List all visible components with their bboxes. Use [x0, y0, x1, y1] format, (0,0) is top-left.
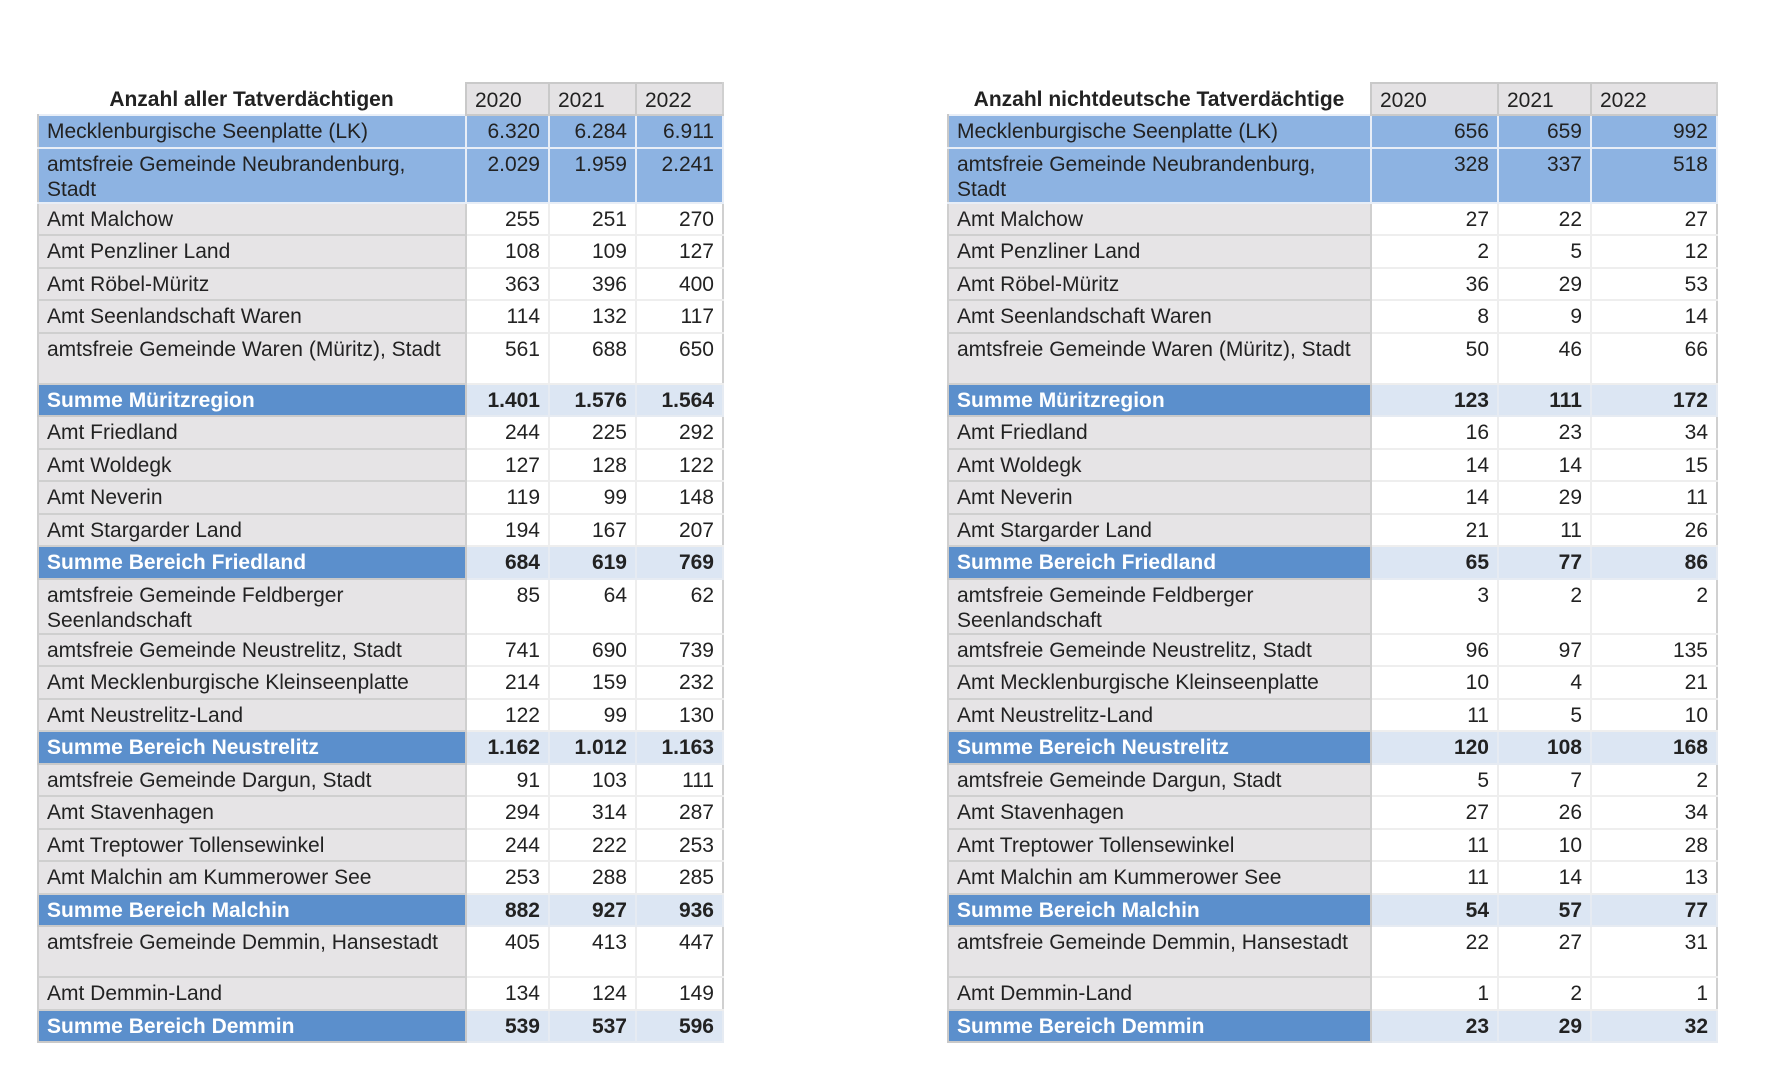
value-cell-2022: 2.241 — [636, 148, 723, 203]
region-name-cell: Amt Malchow — [38, 203, 466, 236]
value-cell-2021: 103 — [549, 764, 636, 797]
value-cell-2022: 32 — [1591, 1010, 1717, 1043]
table-row — [38, 926, 723, 977]
value-cell-2020: 244 — [466, 416, 549, 449]
value-cell-2020: 91 — [466, 764, 549, 797]
value-cell-2020: 8 — [1371, 300, 1498, 333]
region-name-cell: Amt Röbel-Müritz — [38, 268, 466, 301]
table-row — [38, 235, 723, 268]
value-cell-2021: 97 — [1498, 634, 1591, 667]
region-name-cell: Amt Neverin — [948, 481, 1371, 514]
value-cell-2021: 1.012 — [549, 731, 636, 764]
table-row — [948, 115, 1717, 148]
value-cell-2022: 1.564 — [636, 384, 723, 417]
value-cell-2021: 2 — [1498, 977, 1591, 1010]
table-row — [948, 268, 1717, 301]
region-name-cell: Amt Röbel-Müritz — [948, 268, 1371, 301]
value-cell-2021: 29 — [1498, 1010, 1591, 1043]
value-cell-2021: 29 — [1498, 268, 1591, 301]
value-cell-2021: 64 — [549, 579, 636, 634]
value-cell-2022: 1.163 — [636, 731, 723, 764]
summary-row — [38, 384, 723, 417]
value-cell-2022: 77 — [1591, 894, 1717, 927]
summary-row — [948, 384, 1717, 417]
region-name-cell: Summe Bereich Demmin — [38, 1010, 466, 1043]
value-cell-2021: 10 — [1498, 829, 1591, 862]
table-row — [38, 148, 723, 203]
value-cell-2021: 7 — [1498, 764, 1591, 797]
table-row — [948, 699, 1717, 732]
region-name-cell: Amt Mecklenburgische Kleinseenplatte — [948, 666, 1371, 699]
value-cell-2020: 253 — [466, 861, 549, 894]
summary-row — [948, 546, 1717, 579]
value-cell-2020: 114 — [466, 300, 549, 333]
value-cell-2021: 159 — [549, 666, 636, 699]
table-row — [948, 235, 1717, 268]
region-name-cell: Amt Malchow — [948, 203, 1371, 236]
value-cell-2021: 167 — [549, 514, 636, 547]
value-cell-2020: 96 — [1371, 634, 1498, 667]
value-cell-2020: 2 — [1371, 235, 1498, 268]
value-cell-2020: 22 — [1371, 926, 1498, 977]
value-cell-2020: 134 — [466, 977, 549, 1010]
table-row — [38, 666, 723, 699]
value-cell-2021: 46 — [1498, 333, 1591, 384]
value-cell-2022: 117 — [636, 300, 723, 333]
table-row — [948, 829, 1717, 862]
region-name-cell: Amt Mecklenburgische Kleinseenplatte — [38, 666, 466, 699]
value-cell-2020: 27 — [1371, 796, 1498, 829]
value-cell-2022: 34 — [1591, 416, 1717, 449]
value-cell-2020: 1 — [1371, 977, 1498, 1010]
table-row — [38, 268, 723, 301]
value-cell-2020: 108 — [466, 235, 549, 268]
region-name-cell: amtsfreie Gemeinde Demmin, Hansestadt — [38, 926, 466, 977]
value-cell-2020: 119 — [466, 481, 549, 514]
region-name-cell: Amt Treptower Tollensewinkel — [948, 829, 1371, 862]
value-cell-2020: 127 — [466, 449, 549, 482]
region-name-cell: Amt Seenlandschaft Waren — [948, 300, 1371, 333]
summary-row — [38, 894, 723, 927]
value-cell-2020: 120 — [1371, 731, 1498, 764]
header-row — [948, 83, 1717, 115]
value-cell-2022: 739 — [636, 634, 723, 667]
region-name-cell: Amt Stavenhagen — [38, 796, 466, 829]
value-cell-2020: 1.401 — [466, 384, 549, 417]
value-cell-2022: 31 — [1591, 926, 1717, 977]
value-cell-2021: 537 — [549, 1010, 636, 1043]
table-row — [38, 861, 723, 894]
value-cell-2022: 111 — [636, 764, 723, 797]
region-name-cell: Summe Bereich Friedland — [38, 546, 466, 579]
value-cell-2020: 5 — [1371, 764, 1498, 797]
value-cell-2022: 400 — [636, 268, 723, 301]
value-cell-2022: 936 — [636, 894, 723, 927]
value-cell-2021: 111 — [1498, 384, 1591, 417]
value-cell-2020: 6.320 — [466, 115, 549, 148]
region-name-cell: amtsfreie Gemeinde Demmin, Hansestadt — [948, 926, 1371, 977]
value-cell-2020: 27 — [1371, 203, 1498, 236]
value-cell-2020: 255 — [466, 203, 549, 236]
value-cell-2021: 619 — [549, 546, 636, 579]
value-cell-2021: 22 — [1498, 203, 1591, 236]
value-cell-2020: 363 — [466, 268, 549, 301]
region-name-cell: amtsfreie Gemeinde Dargun, Stadt — [38, 764, 466, 797]
value-cell-2022: 287 — [636, 796, 723, 829]
value-cell-2022: 130 — [636, 699, 723, 732]
value-cell-2021: 688 — [549, 333, 636, 384]
year-header: 2021 — [549, 83, 636, 115]
region-name-cell: Mecklenburgische Seenplatte (LK) — [38, 115, 466, 148]
value-cell-2021: 413 — [549, 926, 636, 977]
value-cell-2022: 596 — [636, 1010, 723, 1043]
value-cell-2021: 314 — [549, 796, 636, 829]
value-cell-2021: 225 — [549, 416, 636, 449]
summary-row — [948, 894, 1717, 927]
table-row — [948, 796, 1717, 829]
summary-row — [38, 731, 723, 764]
value-cell-2022: 135 — [1591, 634, 1717, 667]
table-row — [948, 148, 1717, 203]
value-cell-2022: 769 — [636, 546, 723, 579]
table-row — [38, 300, 723, 333]
value-cell-2022: 53 — [1591, 268, 1717, 301]
year-header: 2022 — [636, 83, 723, 115]
year-header: 2020 — [466, 83, 549, 115]
value-cell-2020: 194 — [466, 514, 549, 547]
value-cell-2021: 1.959 — [549, 148, 636, 203]
value-cell-2020: 328 — [1371, 148, 1498, 203]
region-name-cell: amtsfreie Gemeinde Waren (Müritz), Stadt — [38, 333, 466, 384]
table-row — [38, 764, 723, 797]
region-name-cell: Amt Stargarder Land — [948, 514, 1371, 547]
value-cell-2021: 109 — [549, 235, 636, 268]
region-name-cell: Summe Bereich Demmin — [948, 1010, 1371, 1043]
region-name-cell: Amt Woldegk — [948, 449, 1371, 482]
value-cell-2020: 54 — [1371, 894, 1498, 927]
value-cell-2022: 1 — [1591, 977, 1717, 1010]
value-cell-2021: 5 — [1498, 699, 1591, 732]
table-row — [38, 115, 723, 148]
value-cell-2021: 251 — [549, 203, 636, 236]
region-name-cell: Summe Bereich Friedland — [948, 546, 1371, 579]
value-cell-2020: 50 — [1371, 333, 1498, 384]
value-cell-2020: 11 — [1371, 699, 1498, 732]
header-row — [38, 83, 723, 115]
summary-row — [948, 1010, 1717, 1043]
table-row — [948, 764, 1717, 797]
table-row — [38, 829, 723, 862]
region-name-cell: Amt Demmin-Land — [38, 977, 466, 1010]
table-title: Anzahl aller Tatverdächtigen — [38, 83, 466, 115]
value-cell-2021: 14 — [1498, 449, 1591, 482]
value-cell-2021: 927 — [549, 894, 636, 927]
value-cell-2022: 207 — [636, 514, 723, 547]
value-cell-2020: 11 — [1371, 829, 1498, 862]
value-cell-2021: 222 — [549, 829, 636, 862]
value-cell-2020: 23 — [1371, 1010, 1498, 1043]
region-name-cell: Summe Bereich Neustrelitz — [948, 731, 1371, 764]
region-name-cell: Summe Bereich Malchin — [38, 894, 466, 927]
right-table-non-german-suspects — [947, 82, 1718, 1043]
value-cell-2020: 85 — [466, 579, 549, 634]
value-cell-2021: 23 — [1498, 416, 1591, 449]
table-row — [948, 416, 1717, 449]
region-name-cell: amtsfreie Gemeinde Waren (Müritz), Stadt — [948, 333, 1371, 384]
value-cell-2022: 27 — [1591, 203, 1717, 236]
value-cell-2020: 405 — [466, 926, 549, 977]
value-cell-2022: 86 — [1591, 546, 1717, 579]
value-cell-2020: 14 — [1371, 481, 1498, 514]
region-name-cell: Mecklenburgische Seenplatte (LK) — [948, 115, 1371, 148]
value-cell-2022: 62 — [636, 579, 723, 634]
region-name-cell: Summe Müritzregion — [948, 384, 1371, 417]
value-cell-2022: 12 — [1591, 235, 1717, 268]
table-row — [38, 634, 723, 667]
value-cell-2021: 14 — [1498, 861, 1591, 894]
region-name-cell: amtsfreie Gemeinde Feldberger Seenlandschaft — [948, 579, 1371, 634]
value-cell-2022: 11 — [1591, 481, 1717, 514]
value-cell-2022: 253 — [636, 829, 723, 862]
value-cell-2021: 29 — [1498, 481, 1591, 514]
value-cell-2021: 6.284 — [549, 115, 636, 148]
table-row — [948, 634, 1717, 667]
value-cell-2020: 1.162 — [466, 731, 549, 764]
region-name-cell: Amt Seenlandschaft Waren — [38, 300, 466, 333]
summary-row — [38, 1010, 723, 1043]
value-cell-2020: 123 — [1371, 384, 1498, 417]
table-row — [948, 926, 1717, 977]
region-name-cell: Amt Malchin am Kummerower See — [948, 861, 1371, 894]
value-cell-2020: 2.029 — [466, 148, 549, 203]
value-cell-2022: 10 — [1591, 699, 1717, 732]
value-cell-2020: 741 — [466, 634, 549, 667]
value-cell-2021: 124 — [549, 977, 636, 1010]
table-row — [948, 861, 1717, 894]
table-row — [38, 579, 723, 634]
value-cell-2022: 172 — [1591, 384, 1717, 417]
year-header: 2020 — [1371, 83, 1498, 115]
value-cell-2020: 21 — [1371, 514, 1498, 547]
region-name-cell: amtsfreie Gemeinde Neustrelitz, Stadt — [948, 634, 1371, 667]
value-cell-2022: 13 — [1591, 861, 1717, 894]
value-cell-2021: 77 — [1498, 546, 1591, 579]
table-row — [948, 203, 1717, 236]
value-cell-2020: 539 — [466, 1010, 549, 1043]
region-name-cell: Summe Bereich Malchin — [948, 894, 1371, 927]
value-cell-2021: 5 — [1498, 235, 1591, 268]
value-cell-2020: 10 — [1371, 666, 1498, 699]
value-cell-2022: 447 — [636, 926, 723, 977]
region-name-cell: Amt Malchin am Kummerower See — [38, 861, 466, 894]
table-row — [948, 449, 1717, 482]
value-cell-2020: 36 — [1371, 268, 1498, 301]
value-cell-2022: 34 — [1591, 796, 1717, 829]
region-name-cell: amtsfreie Gemeinde Neubrandenburg, Stadt — [948, 148, 1371, 203]
value-cell-2022: 518 — [1591, 148, 1717, 203]
table-row — [38, 333, 723, 384]
value-cell-2020: 16 — [1371, 416, 1498, 449]
table-row — [38, 481, 723, 514]
table-row — [948, 514, 1717, 547]
region-name-cell: Amt Demmin-Land — [948, 977, 1371, 1010]
value-cell-2022: 26 — [1591, 514, 1717, 547]
value-cell-2020: 214 — [466, 666, 549, 699]
table-row — [38, 514, 723, 547]
value-cell-2021: 337 — [1498, 148, 1591, 203]
value-cell-2020: 656 — [1371, 115, 1498, 148]
value-cell-2022: 28 — [1591, 829, 1717, 862]
region-name-cell: Amt Stargarder Land — [38, 514, 466, 547]
value-cell-2021: 27 — [1498, 926, 1591, 977]
region-name-cell: Amt Neverin — [38, 481, 466, 514]
region-name-cell: Amt Treptower Tollensewinkel — [38, 829, 466, 862]
region-name-cell: Amt Friedland — [38, 416, 466, 449]
value-cell-2022: 15 — [1591, 449, 1717, 482]
value-cell-2020: 122 — [466, 699, 549, 732]
value-cell-2022: 232 — [636, 666, 723, 699]
value-cell-2021: 26 — [1498, 796, 1591, 829]
value-cell-2020: 11 — [1371, 861, 1498, 894]
region-name-cell: Amt Stavenhagen — [948, 796, 1371, 829]
value-cell-2021: 396 — [549, 268, 636, 301]
value-cell-2021: 128 — [549, 449, 636, 482]
value-cell-2020: 561 — [466, 333, 549, 384]
region-name-cell: Amt Neustrelitz-Land — [948, 699, 1371, 732]
value-cell-2022: 650 — [636, 333, 723, 384]
summary-row — [38, 546, 723, 579]
value-cell-2022: 148 — [636, 481, 723, 514]
table-title: Anzahl nichtdeutsche Tatverdächtige — [948, 83, 1371, 115]
table-row — [948, 333, 1717, 384]
value-cell-2021: 2 — [1498, 579, 1591, 634]
region-name-cell: Summe Müritzregion — [38, 384, 466, 417]
value-cell-2020: 882 — [466, 894, 549, 927]
value-cell-2020: 294 — [466, 796, 549, 829]
value-cell-2021: 57 — [1498, 894, 1591, 927]
summary-row — [948, 731, 1717, 764]
value-cell-2022: 66 — [1591, 333, 1717, 384]
value-cell-2021: 99 — [549, 699, 636, 732]
value-cell-2022: 2 — [1591, 579, 1717, 634]
value-cell-2021: 132 — [549, 300, 636, 333]
table-row — [948, 666, 1717, 699]
value-cell-2021: 1.576 — [549, 384, 636, 417]
value-cell-2022: 122 — [636, 449, 723, 482]
value-cell-2022: 992 — [1591, 115, 1717, 148]
value-cell-2022: 6.911 — [636, 115, 723, 148]
value-cell-2022: 270 — [636, 203, 723, 236]
table-row — [38, 203, 723, 236]
table-row — [948, 481, 1717, 514]
region-name-cell: Summe Bereich Neustrelitz — [38, 731, 466, 764]
region-name-cell: Amt Penzliner Land — [948, 235, 1371, 268]
region-name-cell: amtsfreie Gemeinde Neustrelitz, Stadt — [38, 634, 466, 667]
value-cell-2022: 21 — [1591, 666, 1717, 699]
region-name-cell: Amt Penzliner Land — [38, 235, 466, 268]
table-row — [948, 977, 1717, 1010]
year-header: 2022 — [1591, 83, 1717, 115]
region-name-cell: amtsfreie Gemeinde Neubrandenburg, Stadt — [38, 148, 466, 203]
left-table-all-suspects — [37, 82, 724, 1043]
value-cell-2022: 14 — [1591, 300, 1717, 333]
table-row — [38, 977, 723, 1010]
table-row — [38, 449, 723, 482]
region-name-cell: amtsfreie Gemeinde Dargun, Stadt — [948, 764, 1371, 797]
table-row — [38, 796, 723, 829]
value-cell-2021: 9 — [1498, 300, 1591, 333]
value-cell-2021: 4 — [1498, 666, 1591, 699]
table-row — [38, 416, 723, 449]
region-name-cell: amtsfreie Gemeinde Feldberger Seenlandschaft — [38, 579, 466, 634]
value-cell-2021: 99 — [549, 481, 636, 514]
value-cell-2022: 168 — [1591, 731, 1717, 764]
region-name-cell: Amt Woldegk — [38, 449, 466, 482]
value-cell-2022: 127 — [636, 235, 723, 268]
value-cell-2020: 244 — [466, 829, 549, 862]
value-cell-2021: 288 — [549, 861, 636, 894]
table-row — [948, 579, 1717, 634]
value-cell-2020: 684 — [466, 546, 549, 579]
region-name-cell: Amt Neustrelitz-Land — [38, 699, 466, 732]
region-name-cell: Amt Friedland — [948, 416, 1371, 449]
value-cell-2021: 11 — [1498, 514, 1591, 547]
value-cell-2021: 690 — [549, 634, 636, 667]
value-cell-2021: 659 — [1498, 115, 1591, 148]
value-cell-2020: 65 — [1371, 546, 1498, 579]
value-cell-2022: 2 — [1591, 764, 1717, 797]
table-row — [948, 300, 1717, 333]
value-cell-2020: 3 — [1371, 579, 1498, 634]
value-cell-2021: 108 — [1498, 731, 1591, 764]
value-cell-2022: 285 — [636, 861, 723, 894]
value-cell-2022: 292 — [636, 416, 723, 449]
value-cell-2022: 149 — [636, 977, 723, 1010]
value-cell-2020: 14 — [1371, 449, 1498, 482]
year-header: 2021 — [1498, 83, 1591, 115]
table-row — [38, 699, 723, 732]
